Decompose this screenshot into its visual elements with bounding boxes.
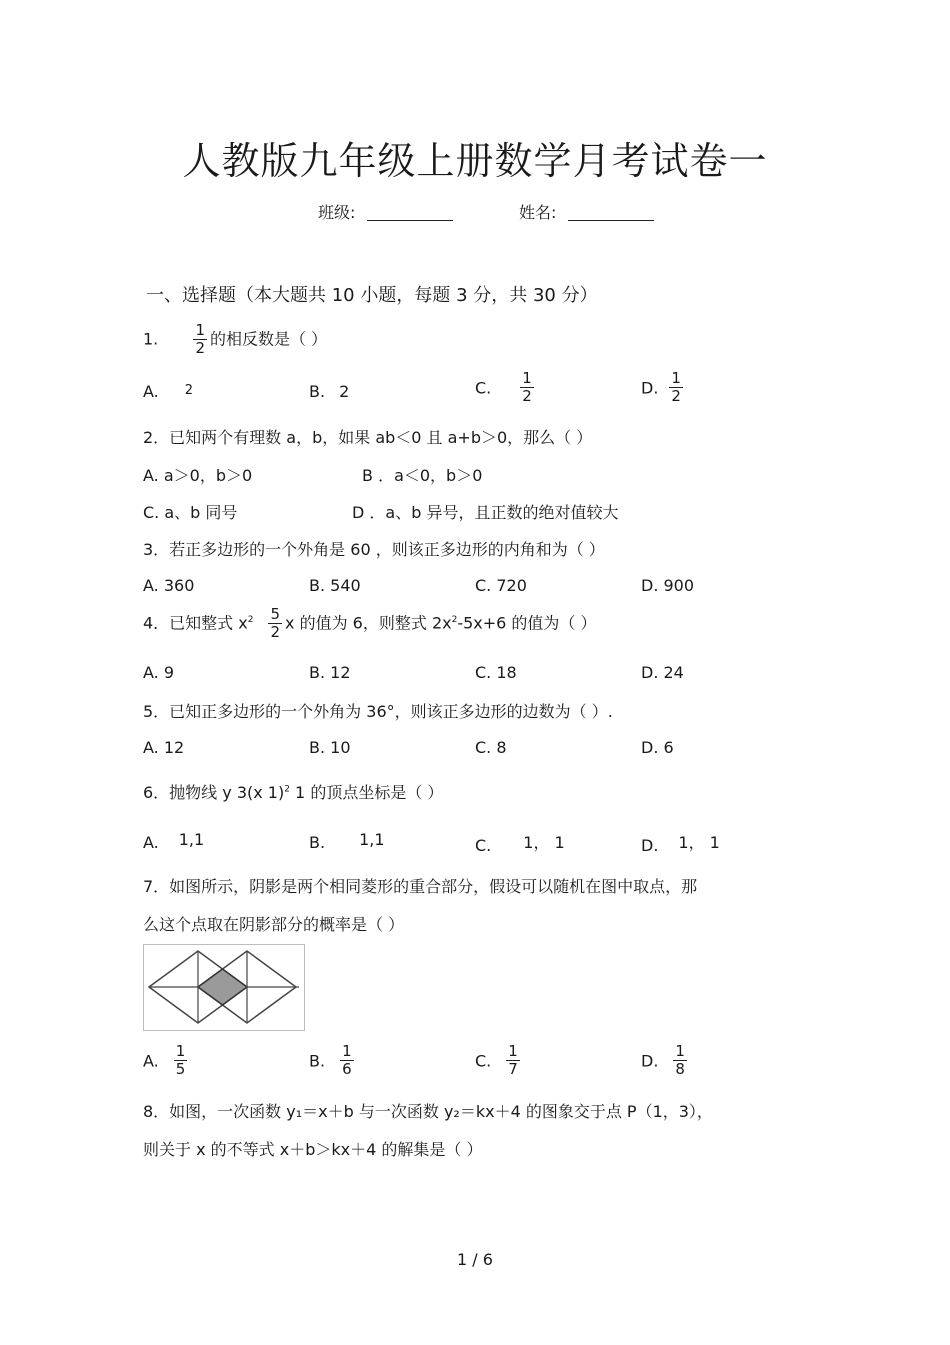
- q4-option-d: D. 24: [641, 663, 684, 682]
- q4-option-a: A. 9: [143, 663, 175, 682]
- q1-option-c: C. $\frac{1}{2}$: [475, 369, 532, 406]
- q5-option-a: A. 12: [143, 738, 185, 757]
- q3-option-a: A. 360: [143, 576, 195, 595]
- q4-option-c: C. 18: [475, 663, 517, 682]
- rhombus-figure: [143, 944, 305, 1031]
- page-number: 1 / 6: [457, 1250, 493, 1269]
- q1-option-a: A. 2: [143, 382, 194, 401]
- question-6: 6．抛物线 y 3(x 1)$^2$ 1 的顶点坐标是（ ）: [143, 783, 444, 802]
- q2-option-d: D ．a、b 异号，且正数的绝对值较大: [352, 503, 619, 522]
- q1-number: 1.: [143, 329, 159, 349]
- q7-option-b: B. $\frac{1}{6}$: [309, 1042, 352, 1079]
- name-blank: [568, 204, 654, 221]
- q5-option-c: C. 8: [475, 738, 507, 757]
- class-blank: [367, 204, 453, 221]
- q5-option-d: D. 6: [641, 738, 674, 757]
- q3-option-c: C. 720: [475, 576, 527, 595]
- q1-option-b: B. 2: [309, 382, 350, 401]
- q2-option-b: B ．a＜0，b＞0: [362, 466, 483, 485]
- question-7-line-2: 么这个点取在阴影部分的概率是（ ）: [143, 915, 405, 934]
- q6-option-d: D. 1， 1: [641, 833, 720, 855]
- question-4: 4．已知整式 $x^2$ $\frac{5}{2}$ x 的值为 6，则整式 $2x^2-5x+6$ 的值为（ ）: [143, 605, 597, 642]
- question-1: [143, 322, 327, 358]
- q7-option-c: C. $\frac{1}{7}$: [475, 1042, 518, 1079]
- q6-option-a: A. 1,1: [143, 830, 205, 852]
- q7-option-d: D. $\frac{1}{8}$: [641, 1042, 685, 1079]
- question-8-line-1: 8．如图，一次函数 y₁＝x＋b 与一次函数 y₂＝kx＋4 的图象交于点 P（1，3），: [143, 1102, 713, 1121]
- q2-option-a: A. a＞0，b＞0: [143, 466, 253, 485]
- q1-option-d: D. $\frac{1}{2}$: [641, 369, 681, 406]
- name-field: [519, 200, 654, 223]
- question-5: 5．已知正多边形的一个外角为 36°，则该正多边形的边数为（ ）.: [143, 702, 613, 721]
- class-label: 班级:: [318, 203, 356, 222]
- question-3: 3．若正多边形的一个外角是 60 ，则该正多边形的内角和为（ ）: [143, 540, 605, 559]
- q5-option-b: B. 10: [309, 738, 351, 757]
- q7-option-a: A. $\frac{1}{5}$: [143, 1042, 186, 1079]
- q3-option-d: D. 900: [641, 576, 695, 595]
- q6-option-c: C. 1， 1: [475, 833, 565, 855]
- name-label: 姓名:: [519, 203, 557, 222]
- q6-option-b: B. 1,1: [309, 830, 385, 852]
- q1-fraction: $\frac{1}{2}$: [195, 321, 205, 358]
- q1-text: 的相反数是（ ）: [210, 329, 328, 349]
- q4-option-b: B. 12: [309, 663, 351, 682]
- page-title: 人教版九年级上册数学月考试卷一: [182, 139, 768, 183]
- question-7-line-1: 7．如图所示，阴影是两个相同菱形的重合部分，假设可以随机在图中取点，那: [143, 877, 698, 896]
- section-heading: 一、选择题（本大题共 10 小题，每题 3 分，共 30 分）: [146, 285, 598, 306]
- question-2: 2．已知两个有理数 a，b，如果 ab＜0 且 a+b＞0，那么（ ）: [143, 428, 593, 447]
- q4-fraction: $\frac{5}{2}$: [270, 605, 281, 642]
- q3-option-b: B. 540: [309, 576, 361, 595]
- question-8-line-2: 则关于 x 的不等式 x＋b＞kx＋4 的解集是（ ）: [143, 1140, 483, 1159]
- class-field: [318, 200, 453, 223]
- q2-option-c: C. a、b 同号: [143, 503, 238, 522]
